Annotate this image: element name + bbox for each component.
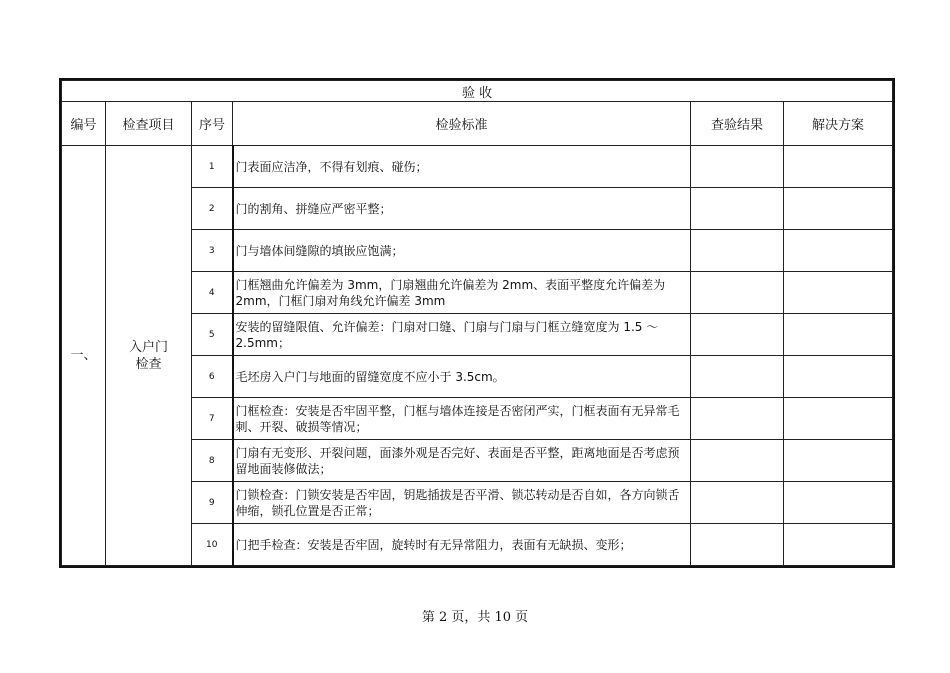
row-result-cell[interactable] (691, 314, 784, 356)
group-item-line1: 入户门 (128, 339, 168, 355)
header-seq: 序号 (192, 102, 233, 146)
row-result-cell[interactable] (691, 482, 784, 524)
page-footer: 第 2 页，共 10 页 (421, 610, 529, 625)
row-standard: 门表面应洁净，不得有划痕、碰伤； (233, 146, 691, 188)
row-solution-cell[interactable] (784, 230, 893, 272)
header-item: 检查项目 (106, 102, 192, 146)
header-result: 查验结果 (691, 102, 784, 146)
row-standard: 门锁检查：门锁安装是否牢固，钥匙插拔是否平滑、锁芯转动是否自如，各方向锁舌伸缩，锁孔位置是否正常； (233, 482, 691, 524)
row-standard: 门的割角、拼缝应严密平整； (233, 188, 691, 230)
row-solution-cell[interactable] (784, 272, 893, 314)
inspection-table (61, 80, 893, 566)
row-seq: 6 (192, 356, 233, 398)
row-result-cell[interactable] (691, 272, 784, 314)
row-result-cell[interactable] (691, 524, 784, 566)
row-standard: 门框检查：安装是否牢固平整，门框与墙体连接是否密闭严实，门框表面有无异常毛刺、开裂、破损等情况； (233, 398, 691, 440)
row-result-cell[interactable] (691, 188, 784, 230)
group-item-line2: 检查 (135, 356, 162, 372)
row-seq: 4 (192, 272, 233, 314)
row-result-cell[interactable] (691, 230, 784, 272)
row-solution-cell[interactable] (784, 482, 893, 524)
row-seq: 2 (192, 188, 233, 230)
row-solution-cell[interactable] (784, 146, 893, 188)
row-seq: 9 (192, 482, 233, 524)
row-solution-cell[interactable] (784, 440, 893, 482)
table-body (62, 146, 893, 566)
row-solution-cell[interactable] (784, 314, 893, 356)
group-number: 一、 (62, 146, 106, 566)
row-result-cell[interactable] (691, 398, 784, 440)
row-standard: 毛坯房入户门与地面的留缝宽度不应小于 3.5cm。 (233, 356, 691, 398)
row-seq: 3 (192, 230, 233, 272)
row-standard: 安装的留缝限值、允许偏差：门扇对口缝、门扇与门扇与门框立缝宽度为 1.5 ～ 2.5mm； (233, 314, 691, 356)
row-seq: 1 (192, 146, 233, 188)
header-solution: 解决方案 (784, 102, 893, 146)
group-item (106, 146, 192, 566)
row-standard: 门扇有无变形、开裂问题，面漆外观是否完好、表面是否平整，距离地面是否考虑预留地面装修做法； (233, 440, 691, 482)
row-seq: 5 (192, 314, 233, 356)
row-seq: 8 (192, 440, 233, 482)
row-standard: 门把手检查：安装是否牢固，旋转时有无异常阻力，表面有无缺损、变形； (233, 524, 691, 566)
row-standard: 门与墙体间缝隙的填嵌应饱满； (233, 230, 691, 272)
row-seq: 10 (192, 524, 233, 566)
row-result-cell[interactable] (691, 440, 784, 482)
header-number: 编号 (62, 102, 106, 146)
table-title: 验 收 (62, 81, 893, 102)
row-standard: 门框翘曲允许偏差为 3mm，门扇翘曲允许偏差为 2mm、表面平整度允许偏差为 2mm，门框门扇对角线允许偏差 3mm (233, 272, 691, 314)
row-seq: 7 (192, 398, 233, 440)
table-row (62, 146, 893, 188)
row-result-cell[interactable] (691, 356, 784, 398)
header-standard: 检验标准 (233, 102, 691, 146)
row-solution-cell[interactable] (784, 398, 893, 440)
row-result-cell[interactable] (691, 146, 784, 188)
row-solution-cell[interactable] (784, 356, 893, 398)
row-solution-cell[interactable] (784, 188, 893, 230)
row-solution-cell[interactable] (784, 524, 893, 566)
